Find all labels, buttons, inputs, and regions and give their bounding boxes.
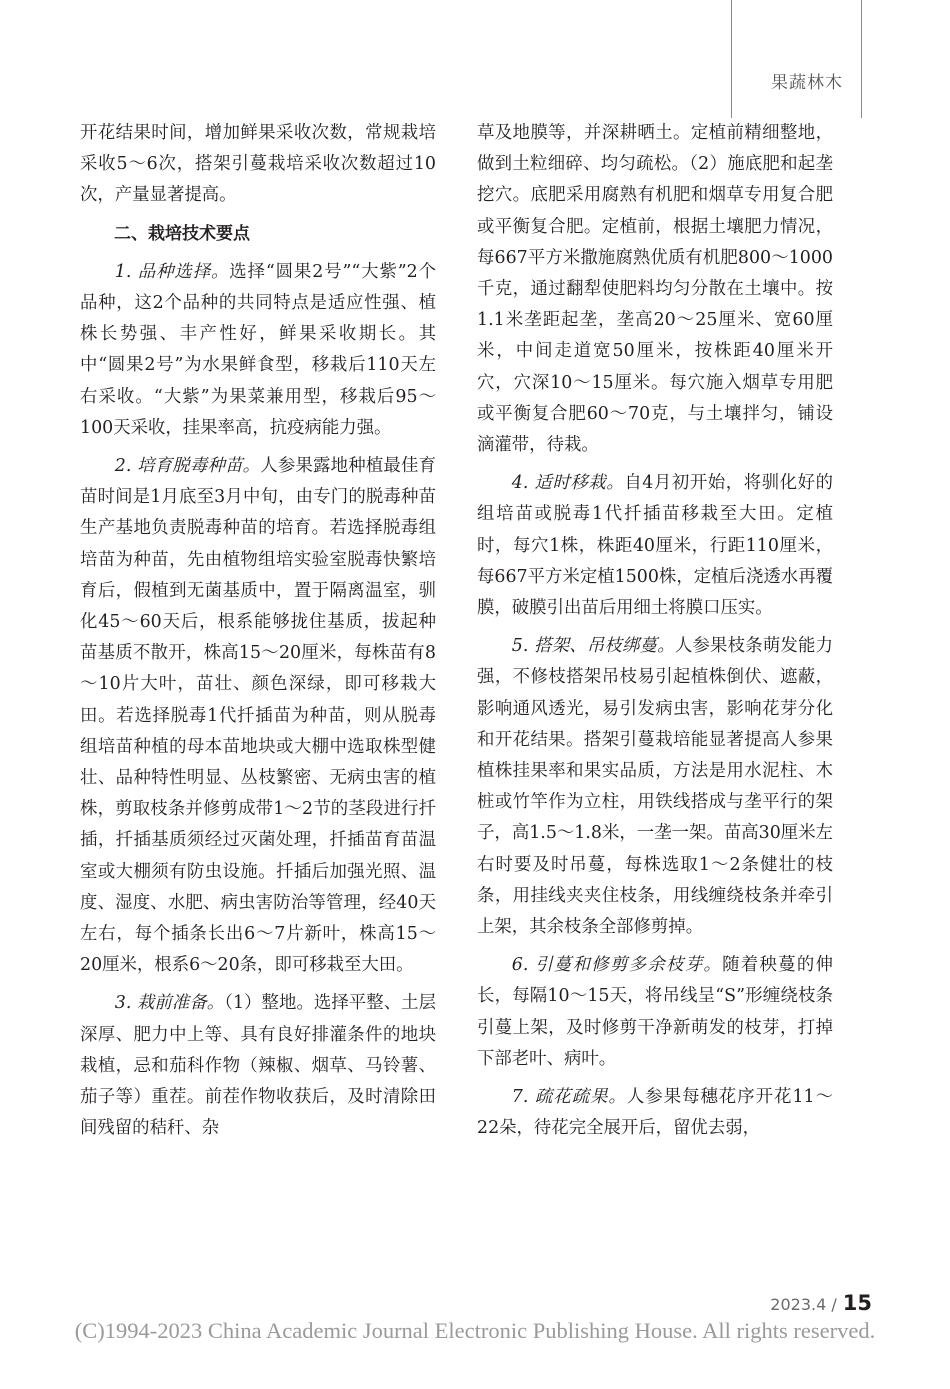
paragraph	[80, 988, 436, 1144]
section-heading: 二、栽培技术要点	[114, 223, 250, 244]
paragraph	[477, 1082, 833, 1144]
left-column	[80, 118, 436, 1152]
issue-date: 2023.4 /	[770, 1295, 837, 1314]
paragraph: 开花结果时间，增加鲜果采收次数，常规栽培采收5～6次，搭架引蔓栽培采收次数超过10次，产量显著提高。	[80, 123, 436, 206]
step-title: 1. 品种选择。	[114, 261, 230, 282]
step-text: 选择“圆果2号”“大紫”2个品种，这2个品种的共同特点是适应性强、植株长势强、丰产性好，鲜果采收期长。其中“圆果2号”为水果鲜食型，移栽后110天左右采收。“大紫”为果菜兼用型，移栽后95～100天采收，挂果率高，抗疫病能力强。	[80, 261, 436, 438]
paragraph	[477, 468, 833, 624]
paragraph: 草及地膜等，并深耕晒土。定植前精细整地，做到土粒细碎、均匀疏松。（2）施底肥和起垄挖穴。底肥采用腐熟有机肥和烟草专用复合肥或平衡复合肥。定植前，根据土壤肥力情况，每667平方米撒施腐熟优质有机肥800～1000千克，通过翻犁使肥料均匀分散在土壤中。按1.1米垄距起垄，垄高20～25厘米、宽60厘米，中间走道宽50厘米，按株距40厘米开穴，穴深10～15厘米。每穴施入烟草专用肥或平衡复合肥60～70克，与土壤拌匀，铺设滴灌带，待栽。	[477, 123, 833, 456]
paragraph	[80, 451, 436, 981]
step-title: 3. 栽前准备。	[114, 993, 225, 1014]
step-title: 7. 疏花疏果。	[511, 1087, 627, 1108]
header-rule-left	[731, 0, 732, 118]
step-title: 5. 搭架、吊枝绑蔓。	[511, 636, 675, 657]
step-title: 4. 适时移栽。	[511, 473, 625, 494]
step-text: 人参果露地种植最佳育苗时间是1月底至3月中旬，由专门的脱毒种苗生产基地负责脱毒种苗的培育。若选择脱毒组培苗为种苗，先由植物组培实验室脱毒快繁培育后，假植到无菌基质中，置于隔离温室，驯化45～60天后，根系能够拢住基质，拔起种苗基质不散开，株高15～20厘米，每株苗有8～10片大叶，苗壮、颜色深绿，即可移栽大田。若选择脱毒1代扦插苗为种苗，则从脱毒组培苗种植的母本苗地块或大棚中选取株型健壮、品种特性明显、丛枝繁密、无病虫害的植株，剪取枝条并修剪成带1～2节的茎段进行扦插，扦插基质须经过灭菌处理，扦插苗育苗温室或大棚须有防虫设施。扦插后加强光照、温度、湿度、水肥、病虫害防治等管理，经40天左右，每个插条长出6～7片新叶，株高15～20厘米，根系6～20条，即可移栽至大田。	[80, 456, 436, 976]
paragraph	[80, 257, 436, 444]
page-folio	[770, 1291, 872, 1315]
section-label: 果蔬林木	[771, 73, 843, 93]
step-title: 2. 培育脱毒种苗。	[114, 456, 261, 477]
copyright-notice: (C)1994-2023 China Academic Journal Electronic Publishing House. All rights reserved.	[74, 1318, 876, 1343]
page-number: 15	[842, 1291, 872, 1315]
step-text: （1）整地。选择平整、土层深厚、肥力中上等、具有良好排灌条件的地块栽植，忌和茄科作物（辣椒、烟草、马铃薯、茄子等）重茬。前茬作物收获后，及时清除田间残留的秸秆、杂	[80, 993, 436, 1139]
step-text: 随着秧蔓的伸长，每隔10～15天，将吊线呈“S”形缠绕枝条引蔓上架，及时修剪干净新萌发的枝芽，打掉下部老叶、病叶。	[477, 955, 833, 1069]
step-title: 6. 引蔓和修剪多余枝芽。	[511, 955, 723, 976]
paragraph	[477, 631, 833, 943]
step-text: 人参果枝条萌发能力强，不修枝搭架吊枝易引起植株倒伏、遮蔽，影响通风透光，易引发病虫害，影响花芽分化和开花结果。搭架引蔓栽培能显著提高人参果植株挂果率和果实品质，方法是用水泥柱、木桩或竹竿作为立柱，用铁线搭成与垄平行的架子，高1.5～1.8米，一垄一架。苗高30厘米左右时要及时吊蔓，每株选取1～2条健壮的枝条，用挂线夹夹住枝条，用线缠绕枝条并牵引上架，其余枝条全部修剪掉。	[477, 636, 833, 938]
right-column	[477, 118, 833, 1152]
paragraph	[477, 950, 833, 1075]
header-rule-right	[861, 0, 862, 118]
step-text: 人参果每穗花序开花11～22朵，待花完全展开后，留优去弱，	[477, 1087, 833, 1139]
step-text: 自4月初开始，将驯化好的组培苗或脱毒1代扦插苗移栽至大田。定植时，每穴1株，株距40厘米，行距110厘米，每667平方米定植1500株，定植后浇透水再覆膜，破膜引出苗后用细土将膜口压实。	[477, 473, 833, 619]
